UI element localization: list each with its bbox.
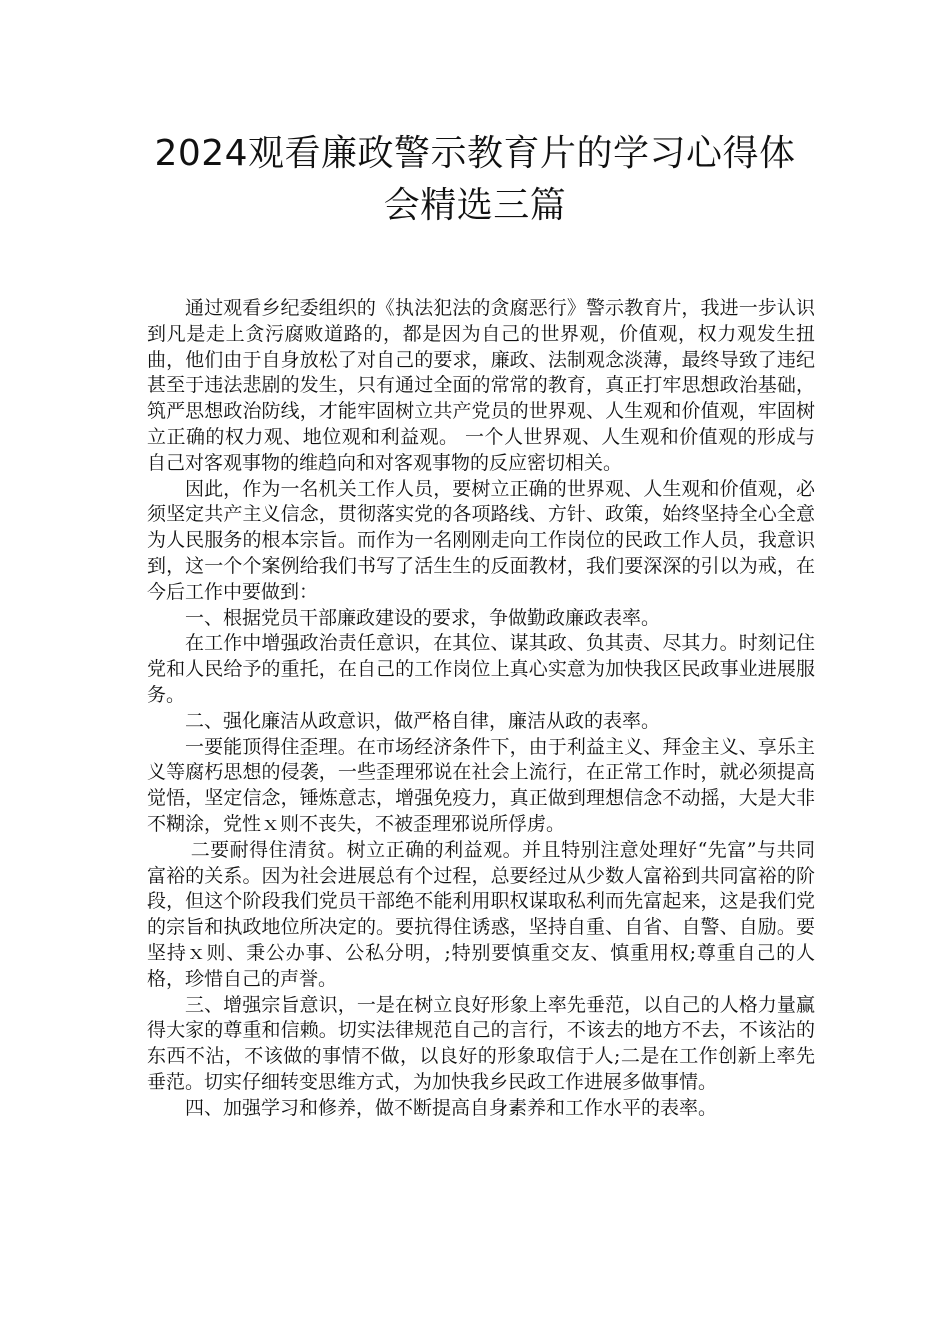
document-title [120, 128, 830, 232]
paragraph: 一要能顶得住歪理。在市场经济条件下，由于利益主义、拜金主义、享乐主义等腐朽思想的侵袭，一些歪理邪说在社会上流行，在正常工作时，就必须提高觉悟，坚定信念，锤炼意志，增强免疫力，真正做到理想信念不动摇，大是大非不糊涂，党性ｘ则不丧失，不被歪理邪说所俘虏。 [147, 735, 815, 835]
paragraph: 在工作中增强政治责任意识，在其位、谋其政、负其责、尽其力。时刻记住党和人民给予的重托，在自己的工作岗位上真心实意为加快我区民政事业进展服务。 [147, 632, 815, 706]
paragraph: 四、加强学习和修养，做不断提高自身素养和工作水平的表率。 [185, 1096, 718, 1119]
paragraph: 因此，作为一名机关工作人员，要树立正确的世界观、人生观和价值观，必须坚定共产主义信念，贯彻落实党的各项路线、方针、政策，始终坚持全心全意为人民服务的根本宗旨。而作为一名刚刚走向工作岗位的民政工作人员，我意识到，这一个个案例给我们书写了活生生的反面教材，我们要深深的引以为戒，在今后工作中要做到： [147, 477, 815, 603]
paragraph: 一、根据党员干部廉政建设的要求，争做勤政廉政表率。 [185, 606, 661, 629]
document-body [147, 296, 815, 1122]
paragraph: 二要耐得住清贫。树立正确的利益观。并且特别注意处理好“先富”与共同富裕的关系。因为社会进展总有个过程，总要经过从少数人富裕到共同富裕的阶段，但这个阶段我们党员干部绝不能利用职权谋取私利而先富起来，这是我们党的宗旨和执政地位所决定的。要抗得住诱惑，坚持自重、自省、自警、自励。要坚持ｘ则、秉公办事、公私分明，;特别要慎重交友、慎重用权;尊重自己的人格，珍惜自己的声誉。 [147, 838, 815, 990]
paragraph: 三、增强宗旨意识，一是在树立良好形象上率先垂范，以自己的人格力量赢得大家的尊重和信赖。切实法律规范自己的言行，不该去的地方不去，不该沾的东西不沾，不该做的事情不做，以良好的形象取信于人;二是在工作创新上率先垂范。切实仔细转变思维方式，为加快我乡民政工作进展多做事情。 [147, 993, 815, 1093]
title-line-1: 2024观看廉政警示教育片的学习心得体 [154, 133, 796, 174]
title-line-2: 会精选三篇 [383, 185, 567, 226]
paragraph: 二、强化廉洁从政意识，做严格自律，廉洁从政的表率。 [185, 709, 661, 732]
paragraph: 通过观看乡纪委组织的《执法犯法的贪腐恶行》警示教育片，我进一步认识到凡是走上贪污腐败道路的，都是因为自己的世界观，价值观，权力观发生扭曲，他们由于自身放松了对自己的要求，廉政、法制观念淡薄，最终导致了违纪甚至于违法悲剧的发生，只有通过全面的常常的教育，真正打牢思想政治基础，筑严思想政治防线，才能牢固树立共产党员的世界观、人生观和价值观，牢固树立正确的权力观、地位观和利益观。 一个人世界观、人生观和价值观的形成与自己对客观事物的维趋向和对客观事物的反应密切相关。 [147, 297, 815, 474]
